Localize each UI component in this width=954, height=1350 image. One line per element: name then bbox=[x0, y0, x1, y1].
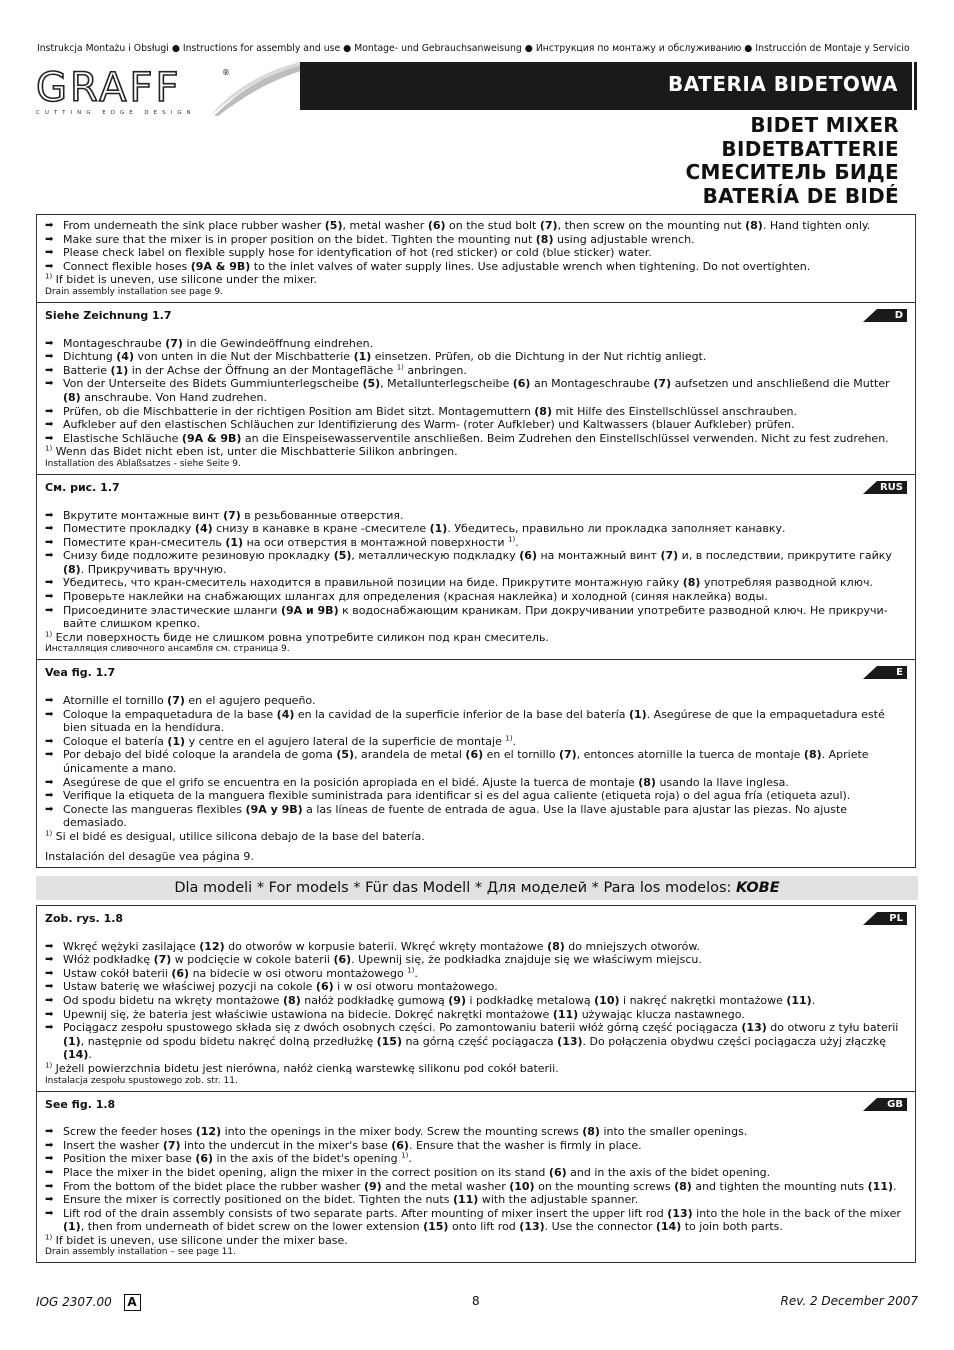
instruction-item bbox=[45, 364, 907, 378]
arrow-right-icon: ➡ bbox=[45, 1180, 54, 1192]
title-es: BATERÍA DE BIDÉ bbox=[702, 183, 899, 208]
footer-doc-code bbox=[36, 1294, 141, 1311]
models-bar bbox=[36, 876, 918, 900]
arrow-right-icon: ➡ bbox=[45, 790, 54, 802]
arrow-right-icon: ➡ bbox=[45, 337, 54, 349]
instruction-item bbox=[45, 432, 907, 446]
instruction-item bbox=[45, 803, 907, 830]
language-tag bbox=[863, 481, 907, 494]
instruction-text: Поместите кран-смеситель (1) на оси отверстия в монтажной поверхности $^{1)}$. bbox=[63, 535, 519, 549]
instruction-text: Coloque el batería (1) y centre en el agujero lateral de la superficie de montaje $^{1)}$. bbox=[63, 734, 517, 748]
instruction-text: Connect flexible hoses (9A & 9B) to the inlet valves of water supply lines. Use adjustable wrench when tightening. Do not overtighten. bbox=[63, 259, 811, 273]
title-de: BIDETBATTERIE bbox=[721, 136, 899, 161]
instruction-text: Coloque la empaquetadura de la base (4) en la cavidad de la superficie inferior de la base del batería (1). Asegúrese de que la empaquetadura esté bien situada en la hendidura. bbox=[63, 707, 885, 735]
model-name: KOBE bbox=[736, 880, 780, 896]
arrow-right-icon: ➡ bbox=[45, 1194, 54, 1206]
arrow-right-icon: ➡ bbox=[45, 695, 54, 707]
arrow-right-icon: ➡ bbox=[45, 954, 54, 966]
arrow-right-icon: ➡ bbox=[45, 604, 54, 616]
arrow-right-icon: ➡ bbox=[45, 405, 54, 417]
logo-wordmark: GRAFF bbox=[36, 65, 182, 111]
instruction-text: Поместите прокладку (4) снизу в канавке в кране -смесителе (1). Убедитесь, правильно ли прокладка заполняет канавку. bbox=[63, 522, 786, 536]
silicone-note: $^{1)}$ If bidet is uneven, use silicone under the mixer. bbox=[45, 272, 317, 287]
title-en: BIDET MIXER bbox=[750, 113, 899, 137]
instruction-text: Убедитесь, что кран-смеситель находится в правильной позиции на биде. Прикрутите монтажную гайку (8) употребляя разводной ключ. bbox=[63, 576, 873, 590]
arrow-right-icon: ➡ bbox=[45, 364, 54, 376]
product-titles bbox=[686, 114, 899, 208]
instruction-item bbox=[45, 576, 907, 590]
arrow-right-icon: ➡ bbox=[45, 1153, 54, 1165]
instruction-item bbox=[45, 1193, 907, 1207]
section-heading: Zob. rys. 1.8 bbox=[45, 912, 124, 925]
instruction-item bbox=[45, 994, 907, 1008]
language-tag bbox=[863, 1098, 907, 1111]
instruction-text: Von der Unterseite des Bidets Gummiunterlegscheibe (5), Metallunterlegscheibe (6) an Montageschraube (7) aufsetzen und anschließend die Mutter (8) anschraube. Von Hand zudrehen. bbox=[63, 377, 890, 404]
instruction-item bbox=[45, 1152, 907, 1166]
instruction-text: Screw the feeder hoses (12) into the openings in the mixer body. Screw the mounting screws (8) into the smaller openings. bbox=[63, 1125, 748, 1139]
language-tag bbox=[863, 309, 907, 322]
instruction-item bbox=[45, 590, 907, 604]
section-heading: Siehe Zeichnung 1.7 bbox=[45, 308, 172, 322]
instruction-text: Lift rod of the drain assembly consists of two separate parts. After mounting of mixer insert the upper lift rod (13) into the hole in the back of the mixer (1), then from underneath of bidet screw on the lower extension (15) onto lift rod (13). Use the connector (14) to join both parts. bbox=[63, 1206, 901, 1234]
instruction-text: Batterie (1) in der Achse der Öffnung an der Montagefläche $^{1)}$ anbringen. bbox=[63, 363, 467, 377]
instruction-text: From underneath the sink place rubber washer (5), metal washer (6) on the stud bolt (7), then screw on the mounting nut (8). Hand tighten only. bbox=[63, 219, 871, 232]
arrow-right-icon: ➡ bbox=[45, 749, 54, 761]
instruction-item bbox=[45, 708, 907, 735]
arrow-right-icon: ➡ bbox=[45, 967, 54, 979]
instruction-item bbox=[45, 246, 907, 260]
instruction-item bbox=[45, 1021, 907, 1062]
arrow-right-icon: ➡ bbox=[45, 536, 54, 548]
instruction-item bbox=[45, 350, 907, 364]
doc-code: IOG 2307.00 bbox=[36, 1295, 112, 1309]
instruction-text: Conecte las mangueras flexibles (9A y 9B) a las líneas de fuente de entrada de agua. Use la llave ajustable para ajustar las piezas. No ajuste demasiado. bbox=[63, 802, 848, 830]
instruction-text: Atornille el tornillo (7) en el agujero pequeño. bbox=[63, 694, 316, 708]
drain-footnote: Installation des Ablaßsatzes - siehe Seite 9. bbox=[45, 458, 241, 469]
instruction-item bbox=[45, 536, 907, 550]
instruction-item bbox=[45, 219, 907, 233]
instruction-text: Снизу биде подложите резиновую прокладку (5), металлическую подкладку (6) на монтажный винт (7) и, в последствии, прикрутите гайку (8). Прикручивать вручную. bbox=[63, 549, 892, 576]
instruction-text: Por debajo del bidé coloque la arandela de goma (5), arandela de metal (6) en el tornillo (7), entonces atornille la tuerca de montaje (8). Apriete únicamente a mano. bbox=[63, 748, 869, 775]
drain-footnote: Drain assembly installation see page 9. bbox=[45, 286, 223, 297]
silicone-note: $^{1)}$ Si el bidé es desigual, utilice silicona debajo de la base del batería. bbox=[45, 829, 425, 843]
arrow-right-icon: ➡ bbox=[45, 735, 54, 747]
arrow-right-icon: ➡ bbox=[45, 1126, 54, 1138]
instruction-text: Montageschraube (7) in die Gewindeöffnung eindrehen. bbox=[63, 336, 374, 350]
arrow-right-icon: ➡ bbox=[45, 378, 54, 390]
instruction-text: Prüfen, ob die Mischbatterie in der richtigen Position am Bidet sitzt. Montagemuttern (8) mit Hilfe des Einstellschlüssel anschrauben. bbox=[63, 404, 797, 418]
section-heading: See fig. 1.8 bbox=[45, 1097, 116, 1111]
arrow-right-icon: ➡ bbox=[45, 708, 54, 720]
silicone-note: $^{1)}$ Wenn das Bidet nicht eben ist, unter die Mischbatterie Silikon anbringen. bbox=[45, 444, 458, 459]
instruction-text: Verifique la etiqueta de la manguera flexible suministrada para identificar si es del agua caliente (etiqueta roja) o del agua fría (etiqueta azul). bbox=[63, 789, 851, 803]
silicone-note: $^{1)}$ Если поверхность биде не слишком ровна употребите силикон под кран смеситель. bbox=[45, 630, 549, 644]
instruction-item bbox=[45, 337, 907, 351]
instruction-text: Wkręć wężyki zasilające (12) do otworów w korpusie baterii. Wkręć wkręty montażowe (8) do mniejszych otworów. bbox=[63, 939, 700, 953]
arrow-right-icon: ➡ bbox=[45, 233, 54, 245]
section-heading: См. рис. 1.7 bbox=[45, 480, 120, 494]
section-e bbox=[37, 660, 915, 867]
arrow-right-icon: ➡ bbox=[45, 577, 54, 589]
instruction-text: Вкрутите монтажные винт (7) в резьбованные отверстия. bbox=[63, 508, 404, 522]
instruction-text: From the bottom of the bidet place the rubber washer (9) and the metal washer (10) on the mounting screws (8) and tighten the mounting nuts (11). bbox=[63, 1179, 897, 1193]
arrow-right-icon: ➡ bbox=[45, 432, 54, 444]
section-heading: Vea fig. 1.7 bbox=[45, 666, 116, 680]
instruction-text: Włóż podkładkę (7) w podcięcie w cokole baterii (6). Upewnij się, że podkładka znajduje się we właściwym miejscu. bbox=[63, 953, 702, 967]
logo-tagline: CUTTING EDGE DESIGN bbox=[36, 110, 196, 116]
instruction-text: Position the mixer base (6) in the axis of the bidet's opening $^{1)}$. bbox=[63, 1151, 412, 1166]
arrow-right-icon: ➡ bbox=[45, 1166, 54, 1178]
drain-footnote: Drain assembly installation – see page 11. bbox=[45, 1247, 236, 1258]
arrow-right-icon: ➡ bbox=[45, 1022, 54, 1034]
silicone-note: $^{1)}$ If bidet is uneven, use silicone under the mixer base. bbox=[45, 1233, 348, 1247]
instruction-item bbox=[45, 1125, 907, 1139]
registered-mark-icon: ® bbox=[222, 68, 230, 77]
section-en bbox=[37, 215, 915, 303]
title-ru: СМЕСИТЕЛЬ БИДЕ bbox=[685, 160, 899, 184]
drain-footnote: Instalación del desagüe vea página 9. bbox=[45, 849, 254, 863]
instruction-item bbox=[45, 953, 907, 967]
section-gb bbox=[37, 1092, 915, 1263]
arrow-right-icon: ➡ bbox=[45, 260, 54, 272]
language-tag-label: GB bbox=[887, 1098, 903, 1110]
arrow-right-icon: ➡ bbox=[45, 994, 54, 1006]
instruction-item bbox=[45, 748, 907, 775]
instruction-text: Asegúrese de que el grifo se encuentra en la posición apropiada en el bidé. Ajuste la tuerca de montaje (8) usando la llave inglesa. bbox=[63, 775, 789, 789]
instruction-item bbox=[45, 1166, 907, 1180]
arrow-right-icon: ➡ bbox=[45, 981, 54, 993]
instruction-text: Pociągacz zespołu spustowego składa się z dwóch osobnych części. Po zamontowaniu baterii włóż górną część pociągacza (13) do otworu z tyłu baterii (1), następnie od spodu bidetu nakręć dolną przedłużkę (15) na górną część pociągacza (13). Do połączenia obydwu części pociągacza użyj złączkę (14). bbox=[63, 1021, 899, 1062]
banner-edge bbox=[914, 62, 917, 110]
models-bar-text: Dla modeli * For models * Für das Modell * Для моделей * Para los modelos: bbox=[174, 880, 732, 896]
instruction-item bbox=[45, 377, 907, 404]
title-banner bbox=[300, 62, 912, 110]
language-tag bbox=[863, 912, 907, 925]
instruction-item bbox=[45, 735, 907, 749]
drain-footnote: Инсталляция сливочного ансамбля см. страница 9. bbox=[45, 644, 290, 655]
instruction-item bbox=[45, 940, 907, 954]
instruction-text: Dichtung (4) von unten in die Nut der Mischbatterie (1) einsetzen. Prüfen, ob die Dichtung in der Nut richtig anliegt. bbox=[63, 350, 707, 364]
revision-badge: A bbox=[124, 1294, 141, 1311]
instruction-item bbox=[45, 418, 907, 432]
silicone-note: $^{1)}$ Jeżeli powierzchnia bidetu jest nierówna, nałóż cienką warstewkę silikonu pod cokół baterii. bbox=[45, 1061, 559, 1075]
instruction-text: Od spodu bidetu na wkręty montażowe (8) nałóż podkładkę gumową (9) i podkładkę metalową (10) i nakręć nakrętki montażowe (11). bbox=[63, 993, 816, 1007]
arrow-right-icon: ➡ bbox=[45, 776, 54, 788]
section-rus bbox=[37, 475, 915, 661]
arrow-right-icon: ➡ bbox=[45, 591, 54, 603]
instruction-text: Aufkleber auf den elastischen Schläuchen zur Identifizierung des Warm- (roter Aufkleber) und Kaltwassers (blauer Aufkleber) prüfen. bbox=[63, 418, 795, 432]
language-tag bbox=[863, 666, 907, 679]
instruction-item bbox=[45, 776, 907, 790]
language-tag-label: RUS bbox=[879, 481, 903, 493]
arrow-right-icon: ➡ bbox=[45, 1008, 54, 1020]
language-tag-label: PL bbox=[889, 913, 903, 924]
instructions-box-2 bbox=[36, 905, 916, 1263]
instruction-item bbox=[45, 967, 907, 981]
instruction-item bbox=[45, 522, 907, 536]
instruction-text: Make sure that the mixer is in proper position on the bidet. Tighten the mounting nut (8) using adjustable wrench. bbox=[63, 232, 695, 246]
instruction-text: Please check label on flexible supply hose for identyfication of hot (red sticker) or cold (blue sticker) water. bbox=[63, 246, 652, 260]
arrow-right-icon: ➡ bbox=[45, 523, 54, 535]
page-number: 8 bbox=[472, 1294, 480, 1308]
instruction-item bbox=[45, 789, 907, 803]
revision-date: Rev. 2 December 2007 bbox=[780, 1294, 918, 1308]
instruction-item bbox=[45, 405, 907, 419]
instruction-text: Upewnij się, że bateria jest właściwie ustawiona na bidecie. Dokręć nakrętki montażowe (11) używając klucza nastawnego. bbox=[63, 1007, 745, 1021]
instruction-item bbox=[45, 1139, 907, 1153]
instruction-text: Insert the washer (7) into the undercut in the mixer's base (6). Ensure that the washer is firmly in place. bbox=[63, 1138, 642, 1152]
arrow-right-icon: ➡ bbox=[45, 1207, 54, 1219]
instruction-item bbox=[45, 694, 907, 708]
arrow-right-icon: ➡ bbox=[45, 1139, 54, 1151]
instruction-text: Присоедините эластические шланги (9A и 9B) к водоснабжающим краникам. При докручивании употребите разводной ключ. Не прикручи-вайте слишком крепко. bbox=[63, 603, 888, 631]
instruction-item bbox=[45, 604, 907, 631]
instruction-item bbox=[45, 233, 907, 247]
instructions-box-1 bbox=[36, 214, 916, 868]
arrow-right-icon: ➡ bbox=[45, 509, 54, 521]
section-d bbox=[37, 303, 915, 475]
drain-footnote: Instalacja zespołu spustowego zob. str. 11. bbox=[45, 1075, 238, 1086]
arrow-right-icon: ➡ bbox=[45, 550, 54, 562]
instruction-text: Place the mixer in the bidet opening, align the mixer in the correct position on its stand (6) and in the axis of the bidet opening. bbox=[63, 1165, 771, 1179]
instruction-text: Проверьте наклейки на снабжающих шлангах для определения (красная наклейка) и холодной (синяя наклейка) воды. bbox=[63, 590, 768, 604]
instruction-text: Ustaw baterię we właściwej pozycji na cokole (6) i w osi otworu montażowego. bbox=[63, 980, 498, 994]
instruction-text: Ustaw cokół baterii (6) na bidecie w osi otworu montażowego $^{1)}$. bbox=[63, 966, 418, 980]
instruction-item bbox=[45, 1207, 907, 1234]
instruction-text: Ensure the mixer is correctly positioned on the bidet. Tighten the nuts (11) with the adjustable spanner. bbox=[63, 1193, 639, 1207]
section-pl bbox=[37, 906, 915, 1092]
instruction-item bbox=[45, 549, 907, 576]
instruction-text: Elastische Schläuche (9A & 9B) an die Einspeisewasserventile anschließen. Beim Zudrehen den Einstellschlüssel verwenden. Nicht zu fest zudrehen. bbox=[63, 431, 889, 445]
arrow-right-icon: ➡ bbox=[45, 419, 54, 431]
instruction-item bbox=[45, 260, 907, 274]
arrow-right-icon: ➡ bbox=[45, 803, 54, 815]
arrow-right-icon: ➡ bbox=[45, 247, 54, 259]
instruction-item bbox=[45, 1180, 907, 1194]
arrow-right-icon: ➡ bbox=[45, 351, 54, 363]
instruction-item bbox=[45, 1008, 907, 1022]
arrow-right-icon: ➡ bbox=[45, 940, 54, 952]
language-tag-label: E bbox=[896, 667, 903, 679]
instruction-item bbox=[45, 509, 907, 523]
arrow-right-icon: ➡ bbox=[45, 220, 54, 231]
instruction-item bbox=[45, 980, 907, 994]
languages-line: Instrukcja Montażu i Obsługi ● Instructions for assembly and use ● Montage- und Gebrauchsanweisung ● Инструкция по монтажу и обслуживанию ● Instrucción de Montaje y Servicio bbox=[37, 43, 910, 54]
banner-title: BATERIA BIDETOWA bbox=[668, 72, 898, 96]
language-tag-label: D bbox=[894, 309, 903, 321]
